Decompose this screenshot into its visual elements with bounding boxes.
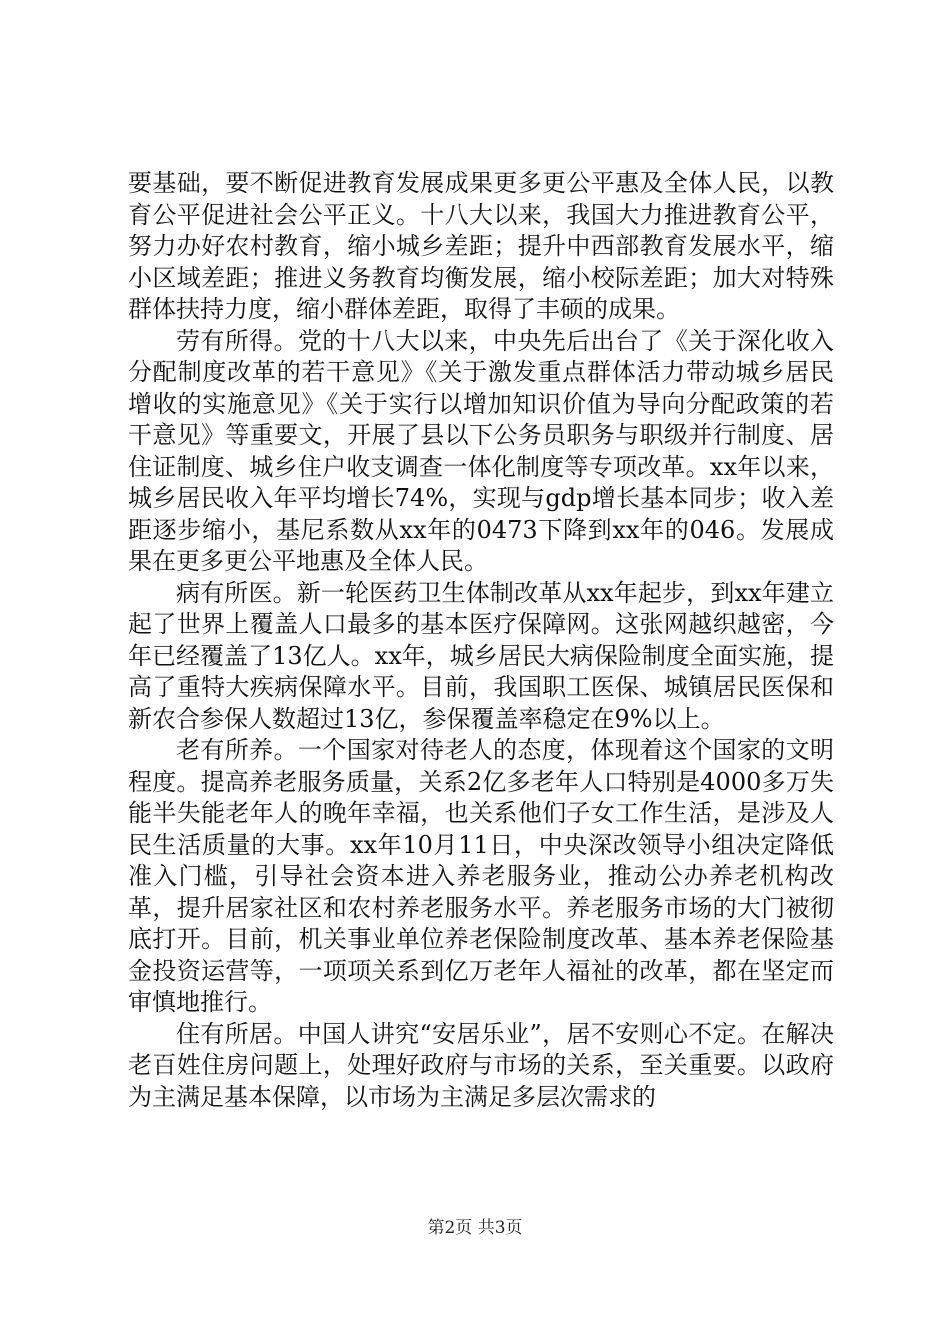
paragraph-income: 劳有所得。党的十八大以来，中央先后出台了《关于深化收入分配制度改革的若干意见》《关于激发重点群体活力带动城乡居民增收的实施意见》《关于实行以增加知识价值为导向分配政策的若干意见》等重要文，开展了县以下公务员职务与职级并行制度、居住证制度、城乡住户收支调查一体化制度等专项改革。xx年以来，城乡居民收入年平均增长74%，实现与gdp增长基本同步；收入差距逐步缩小，基尼系数从xx年的0473下降到xx年的046。发展成果在更多更公平地惠及全体人民。 bbox=[128, 326, 834, 575]
paragraph-housing: 住有所居。中国人讲究“安居乐业”，居不安则心不定。在解决老百姓住房问题上，处理好政府与市场的关系，至关重要。以政府为主满足基本保障，以市场为主满足多层次需求的 bbox=[128, 1019, 834, 1111]
document-body bbox=[128, 168, 834, 1113]
paragraph-medical: 病有所医。新一轮医药卫生体制改革从xx年起步，到xx年建立起了世界上覆盖人口最多的基本医疗保障网。这张网越织越密，今年已经覆盖了13亿人。xx年，城乡居民大病保险制度全面实施，提高了重特大疾病保障水平。目前，我国职工医保、城镇居民医保和新农合参保人数超过13亿，参保覆盖率稳定在9%以上。 bbox=[128, 578, 834, 733]
paragraph-elderly-care: 老有所养。一个国家对待老人的态度，体现着这个国家的文明程度。提高养老服务质量，关系2亿多老年人口特别是4000多万失能半失能老年人的晚年幸福，也关系他们子女工作生活，是涉及人民生活质量的大事。xx年10月11日，中央深改领导小组决定降低准入门槛，引导社会资本进入养老服务业，推动公办养老机构改革，提升居家社区和农村养老服务水平。养老服务市场的大门被彻底打开。目前，机关事业单位养老保险制度改革、基本养老保险基金投资运营等，一项项关系到亿万老年人福祉的改革，都在坚定而审慎地推行。 bbox=[128, 736, 834, 1016]
page-number-footer: 第2页 共3页 bbox=[427, 1218, 523, 1238]
paragraph-education-continued: 要基础，要不断促进教育发展成果更多更公平惠及全体人民，以教育公平促进社会公平正义。十八大以来，我国大力推进教育公平，努力办好农村教育，缩小城乡差距；提升中西部教育发展水平，缩小区域差距；推进义务教育均衡发展，缩小校际差距；加大对特殊群体扶持力度，缩小群体差距，取得了丰硕的成果。 bbox=[128, 169, 834, 323]
